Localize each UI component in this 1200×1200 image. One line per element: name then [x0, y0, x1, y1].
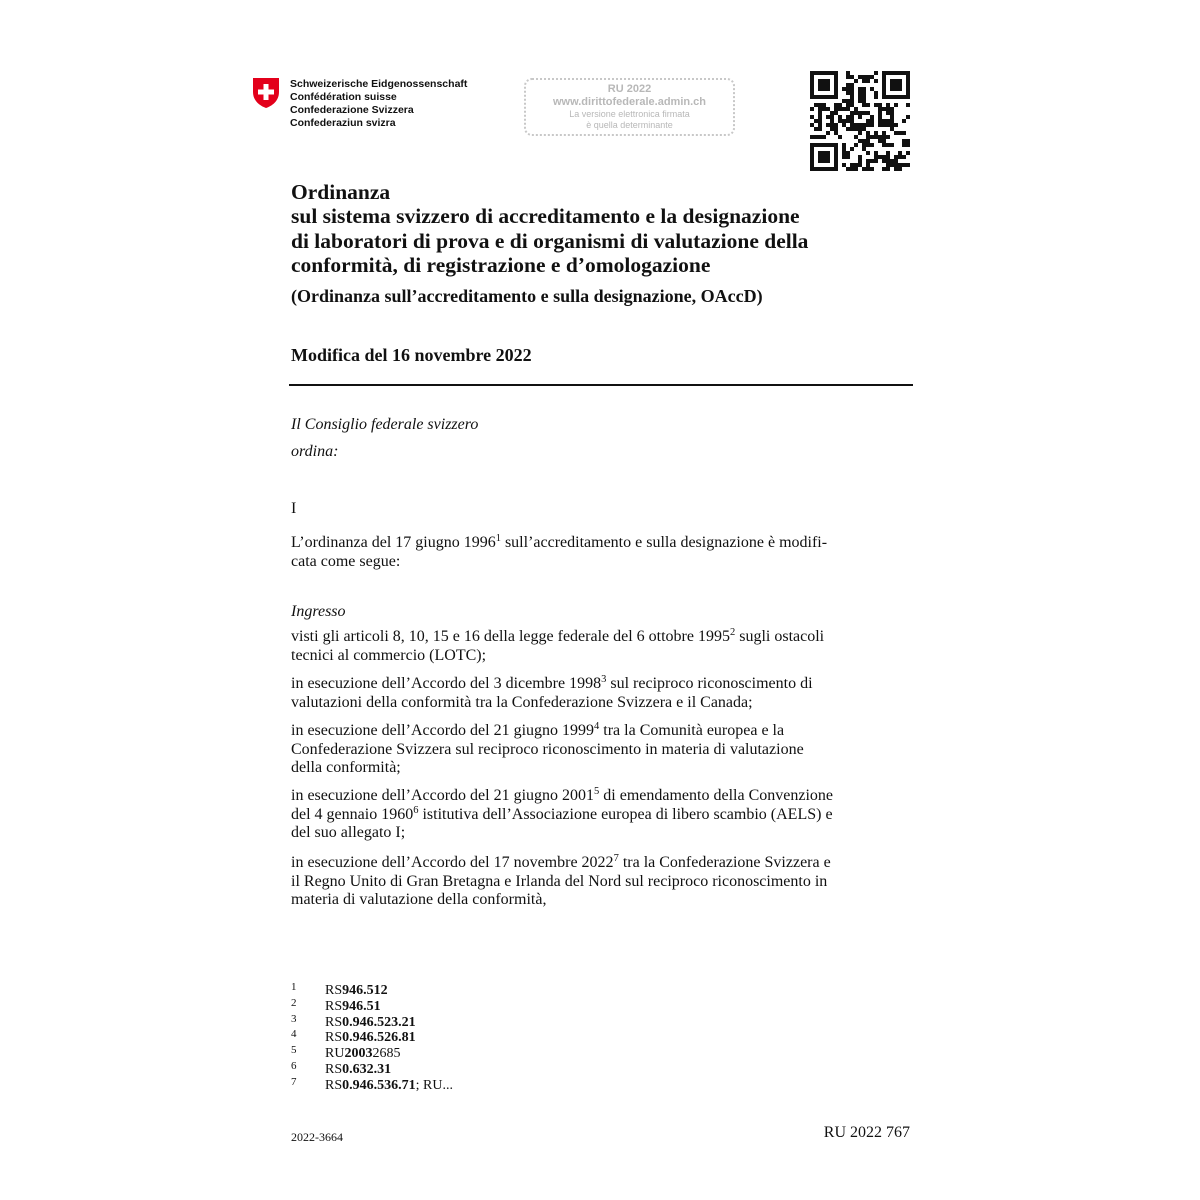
footnote: 5 RU 2003 2685: [291, 1044, 401, 1062]
stamp-collection: RU 2022: [607, 83, 652, 95]
ingresso-item: in esecuzione dell’Accordo del 21 giugno 1999$^4$ tra la Comunità europea e la Confederazione Svizzera sul reciproco riconoscimento in materia di valutazione della conformità;: [291, 721, 804, 776]
footnote: 6 RS 0.632.31: [291, 1059, 392, 1077]
title-line: conformità, di registrazione e d’omologazione: [291, 252, 711, 277]
intro-paragraph: L’ordinanza del 17 giugno 1996$^1$ sull’accreditamento e sulla designazione è modifi- cata come segue:: [291, 533, 828, 570]
section-number: I: [291, 500, 297, 517]
footnote: 3 RS 0.946.523.21: [291, 1012, 416, 1030]
footnote: 2 RS 946.51: [291, 996, 381, 1014]
federation-names: [290, 78, 467, 130]
decree-word: ordina:: [291, 443, 339, 460]
qr-code-icon: [810, 71, 910, 171]
publication-stamp: [524, 78, 735, 136]
footnote-ref: 2: [729, 627, 736, 638]
footnote-ref: 3: [601, 674, 607, 685]
footnote-ref: 4: [594, 721, 600, 732]
federation-name-it: Confederazione Svizzera: [290, 104, 414, 116]
footnotes: [291, 983, 453, 1094]
footnote-ref: 7: [613, 853, 619, 864]
stamp-note-1: La versione elettronica firmata: [569, 109, 690, 119]
ingresso-heading: Ingresso: [291, 603, 346, 620]
federation-name-rm: Confederaziun svizra: [290, 117, 396, 129]
divider: [289, 384, 913, 386]
swiss-crest-icon: [252, 77, 280, 109]
footnote-ref: 1: [495, 533, 501, 544]
amendment-date: Modifica del 16 novembre 2022: [291, 345, 532, 365]
footnote: 1 RS 946.512: [291, 981, 388, 998]
stamp-note-2: è quella determinante: [586, 120, 673, 130]
page-reference: RU 2022 767: [823, 1124, 910, 1141]
title-line: sul sistema svizzero di accreditamento e la designazione: [291, 204, 800, 229]
enacting-authority: Il Consiglio federale svizzero: [291, 416, 479, 433]
short-title: (Ordinanza sull’accreditamento e sulla designazione, OAccD): [291, 286, 763, 306]
title-line: Ordinanza: [291, 180, 391, 204]
footnote: 4 RS 0.946.526.81: [291, 1028, 416, 1046]
title-line: di laboratori di prova e di organismi di valutazione della: [291, 228, 809, 253]
footnote: 7 RS 0.946.536.71 ; RU...: [291, 1075, 453, 1093]
document-number: 2022-3664: [291, 1130, 343, 1144]
federation-name-fr: Confédération suisse: [290, 91, 397, 103]
footnote-ref: 6: [413, 804, 419, 816]
ingresso-item: in esecuzione dell’Accordo del 17 novembre 2022$^7$ tra la Confederazione Svizzera e il Regno Unito di Gran Bretagna e Irlanda del Nord sul reciproco riconoscimento in materia di valutazione della conformità,: [291, 853, 831, 908]
document-title: [291, 180, 931, 277]
federation-name-de: Schweizerische Eidgenossenschaft: [290, 78, 468, 90]
stamp-website: www.dirittofederale.admin.ch: [552, 96, 706, 108]
ingresso-item: in esecuzione dell’Accordo del 21 giugno 2001$^5$ di emendamento della Convenzione del 4 gennaio 1960$^6$ istitutiva dell’Associazione europea di libero scambio (AELS) e del suo allegato I;: [291, 786, 833, 841]
ingresso-item: visti gli articoli 8, 10, 15 e 16 della legge federale del 6 ottobre 1995$^2$ sugli ostacoli tecnici al commercio (LOTC);: [291, 627, 825, 664]
ingresso-item: in esecuzione dell’Accordo del 3 dicembre 1998$^3$ sul reciproco riconoscimento di valutazioni della conformità tra la Confederazione Svizzera e il Canada;: [291, 674, 813, 711]
footnote-ref: 5: [594, 786, 600, 797]
